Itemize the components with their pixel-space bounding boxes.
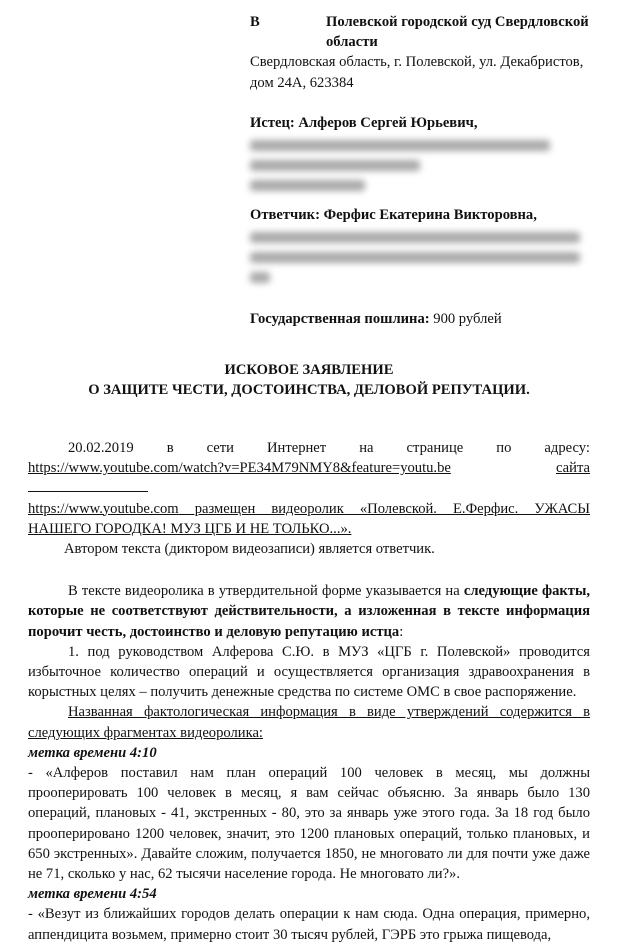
timestamp-1: метка времени 4:10: [28, 744, 157, 761]
quote-2: - «Везут из ближайших городов делать операции к нам сюда. Одна операция, примерно, аппендицита возьмем, примерно стоит 30 тысяч рублей, ГЭРБ это грыжа пищевода,: [28, 906, 590, 943]
plaintiff-redacted: [250, 140, 595, 191]
word: на: [359, 440, 374, 456]
word: Интернет: [267, 440, 327, 456]
site-word: сайта: [556, 460, 590, 477]
document-title: [0, 361, 618, 400]
word: адресу:: [544, 440, 590, 456]
para2-bold: следующие факты, которые не соответствуют действительности, а изложенная в тексте информация порочит честь, достоинство и деловую репутацию истца: [28, 583, 591, 640]
para2-lead: В тексте видеоролика в утвердительной форме указывается на: [68, 583, 464, 600]
date-text: 20.02.2019: [68, 440, 134, 456]
para2-tail: :: [399, 623, 404, 640]
title-line-2: О ЗАЩИТЕ ЧЕСТИ, ДОСТОИНСТВА, ДЕЛОВОЙ РЕПУТАЦИИ.: [88, 381, 530, 398]
plaintiff-name: Алферов Сергей Юрьевич,: [298, 114, 478, 131]
defendant-name: Ферфис Екатерина Викторовна,: [323, 207, 537, 224]
court-address: Свердловская область, г. Полевской, ул. Декабристов, дом 24А, 623384: [250, 54, 584, 91]
timestamp-2: метка времени 4:54: [28, 886, 157, 903]
word: сети: [206, 440, 234, 456]
word: по: [496, 440, 512, 456]
title-line-1: ИСКОВОЕ ЗАЯВЛЕНИЕ: [224, 362, 394, 378]
fee-label: Государственная пошлина:: [250, 311, 430, 328]
word: странице: [406, 440, 464, 456]
to-prefix: В: [250, 14, 260, 30]
word: в: [166, 440, 174, 456]
addressee-block: [250, 12, 595, 329]
court-name: Полевской городской суд Свердловской области: [326, 14, 589, 51]
defendant-redacted: [250, 232, 595, 283]
fragments-intro: Названная фактологическая информация в виде утверждений содержится в следующих фрагментах видеоролика:: [28, 704, 590, 741]
author-line: Автором текста (диктором видеозаписи) является ответчик.: [64, 541, 435, 558]
para1-line1: [28, 438, 590, 458]
para2: [28, 581, 590, 642]
video-title-text: размещен видеоролик «Полевской. Е.Ферфис. УЖАСЫ НАШЕГО ГОРОДКА! МУЗ ЦГБ И НЕ ТОЛЬКО...».: [28, 500, 590, 537]
fee-value: 900 рублей: [433, 311, 502, 328]
para1-rest: [28, 499, 590, 539]
item-1: 1. под руководством Алферова С.Ю. в МУЗ «ЦГБ г. Полевской» проводится избыточное количество операций и осуществляется организация здравоохранения в корыстных целях – получить денежные средства по системе ОМС в свое распоряжение.: [28, 643, 590, 701]
para1-line2: [28, 458, 590, 498]
plaintiff-label: Истец:: [250, 114, 295, 131]
site-url-link[interactable]: https://www.youtube.com: [28, 500, 179, 517]
defendant-label: Ответчик:: [250, 207, 320, 224]
document-body: [28, 438, 590, 945]
quote-1: - «Алферов поставил нам план операций 100 человек в месяц, мы должны прооперировать 100 человек в месяц, я вам сейчас объясню. За январь было 130 операций, плановых - 41, экстренных - 80, это за январь уже этого года. За 18 год было прооперировано 1200 человек, значит, это 1200 плановых операций, только плановых, и 650 экстренных». Давайте сложим, получается 1850, не многовато ли для почти уже даже не 71, сколько у нас, 62 тысячи население города. Не многовато ли?».: [28, 765, 590, 883]
video-url-link[interactable]: https://www.youtube.com/watch?v=PE34M79NMY8&feature=youtu.be: [28, 460, 451, 477]
